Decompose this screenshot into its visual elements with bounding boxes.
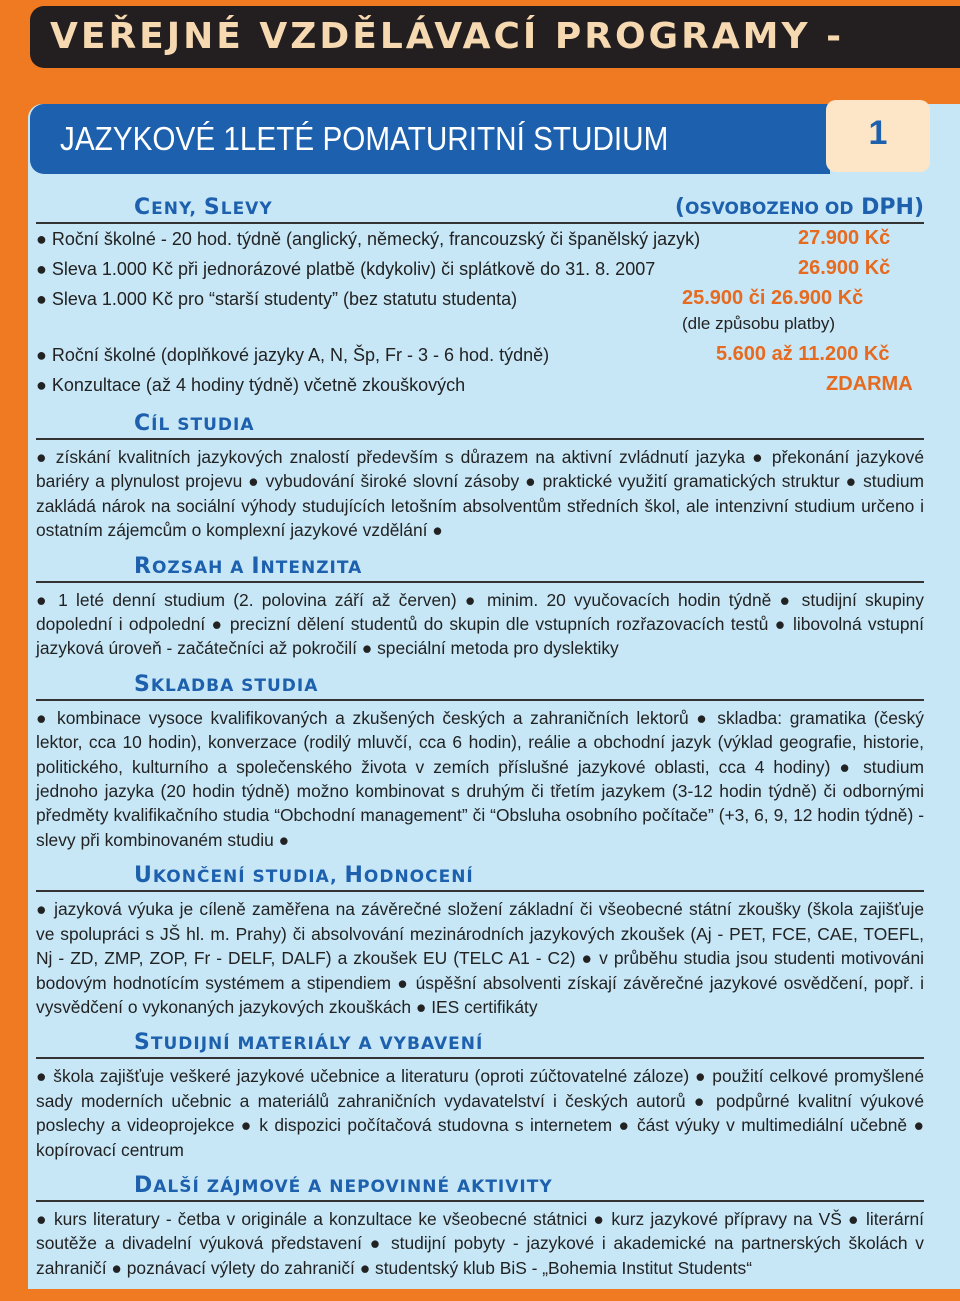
price-row: ● Konzultace (až 4 hodiny týdně) včetně zkouškových ZDARMA [36, 373, 913, 395]
section-header-scope [36, 549, 924, 583]
section-title-goal: CÍL STUDIA [134, 411, 255, 436]
program-number: 1 [868, 114, 888, 152]
program-title: JAZYKOVÉ 1LETÉ POMATURITNÍ STUDIUM [60, 120, 669, 157]
section-title-scope: ROZSAH A INTENZITA [134, 553, 363, 579]
price-row: ● Sleva 1.000 Kč při jednorázové platbě (kdykoliv) či splátkově do 31. 8. 2007 26.900 Kč [36, 257, 891, 279]
section-title-other: DALŠÍ ZÁJMOVÉ A NEPOVINNÉ AKTIVITY [134, 1172, 553, 1198]
section-title-materials: STUDIJNÍ MATERIÁLY A VYBAVENÍ [134, 1030, 484, 1056]
price-row: ● Sleva 1.000 Kč pro “starší studenty” (bez statutu studenta) 25.900 či 26.900 Kč [36, 287, 864, 309]
section-title-structure: SKLADBA STUDIA [134, 671, 319, 697]
price-value: 26.900 Kč [798, 257, 891, 279]
price-note-row [36, 314, 924, 340]
structure-text: ● kombinace vysoce kvalifikovaných a zkušených českých a zahraničních lektorů ● skladba: gramatika (český lektor, cca 10 hodin), konverzace (rodilý mluvčí, cca 6 hodin), reálie a obchodní jazyk (výklad geografie, historie, politického, kulturního a společenského života v zemích příslušné jazykové oblasti, cca 4 hodiny) ● studium jednoho jazyka (20 hodin týdně) možno kombinovat s druhým či třetím jazykem (3-12 hodin týdně) či odbornými předměty kvalifikačního studia “Obchodní management” či “Obsluha osobního počítače” (+3, 6, 9, 12 hodin týdně) - slevy při kombinovaném studiu ● [36, 707, 924, 850]
price-note: (dle způsobu platby) [682, 314, 836, 333]
price-value: 25.900 či 26.900 Kč [682, 287, 864, 309]
price-value: 27.900 Kč [798, 227, 891, 249]
program-number-box [826, 100, 930, 172]
vat-note: (OSVOBOZENO OD DPH) [674, 195, 924, 220]
program-banner [30, 104, 830, 174]
section-title-end: UKONČENÍ STUDIA, HODNOCENÍ [134, 863, 474, 889]
section-header-materials [36, 1025, 924, 1059]
section-header-other [36, 1168, 924, 1202]
materials-text: ● škola zajišťuje veškeré jazykové učebnice a literaturu (oproti zúčtovatelné záloze) ● použití celkové promyšlené sady moderních učebnic a materiálů zahraničních vydavatelství i českých autorů ● podpůrné kvalitní výukové poslechy a videoprojekce ● k dispozici počítačová studovna s internetem ● část výuky v multimediální učebně ● kopírovací centrum [36, 1066, 924, 1160]
end-text: ● jazyková výuka je cíleně zaměřena na závěrečné složení základní či všeobecné státní zkoušky (škola zajišťuje ve spolupráci s JŠ hl. m. Prahy) či absolvování mezinárodních jazykových zkoušek (Aj - PET, FCE, CAE, TOEFL, Nj - ZD, ZMP, ZOP, Fr - DELF, DALF) a zkoušek EU (TELC A1 - C2) ● v průběhu studia jsou studenti motivováni bodovým hodnotícím systémem a stipendiem ● úspěšní absolventi získají závěrečné jazykové osvědčení, popř. i vysvědčení o vykonaných jazykových zkouškách ● IES certifikáty [36, 899, 924, 1017]
goal-text: ● získání kvalitních jazykových znalostí především s důrazem na aktivní zvládnutí jazyka ● překonání jazykové bariéry a plynulost projevu ● vybudování široké slovní zásoby ● praktické využití gramatických struktur ● studium zakládá nárok na sociální výhody studujících letošním absolventům středních škol, ale intenzivní studium určeno i ostatním zájemcům o komplexní jazykové vzdělání ● [36, 447, 924, 541]
scope-text: ● 1 leté denní studium (2. polovina září až červen) ● minim. 20 vyučovacích hodin týdně ● studijní skupiny dopolední i odpolední ● precizní dělení studentů do skupin dle vstupních rozřazovacích testů ● libovolná vstupní jazyková úroveň - začátečníci až pokročilí ● speciální metoda pro dyslektiky [36, 589, 924, 659]
top-header-bar [30, 6, 960, 68]
other-text: ● kurs literatury - četba v originále a konzultace ke všeobecné státnici ● kurz jazykové přípravy na VŠ ● literární soutěže a divadelní výuková představení ● studijní pobyty - jazykové i akademické na partnerských školách v zahraničí ● poznávací výlety do zahraničí ● studentský klub BiS - „Bohemia Institut Students“ [36, 1208, 924, 1278]
section-title-prices: CENY, SLEVY [134, 195, 273, 220]
section-header-prices [36, 190, 924, 224]
section-header-goal [36, 406, 924, 440]
top-title: VEŘEJNÉ VZDĚLÁVACÍ PROGRAMY - [50, 16, 845, 57]
section-header-structure [36, 667, 924, 701]
price-value: ZDARMA [826, 373, 913, 395]
price-value: 5.600 až 11.200 Kč [716, 343, 890, 365]
content [36, 190, 924, 1282]
price-row: ● Roční školné (doplňkové jazyky A, N, Šp, Fr - 3 - 6 hod. týdně) 5.600 až 11.200 Kč [36, 343, 890, 365]
price-row: ● Roční školné - 20 hod. týdně (anglický, německý, francouzský či španělský jazyk) 27.900 Kč [36, 227, 891, 249]
section-header-end [36, 858, 924, 892]
